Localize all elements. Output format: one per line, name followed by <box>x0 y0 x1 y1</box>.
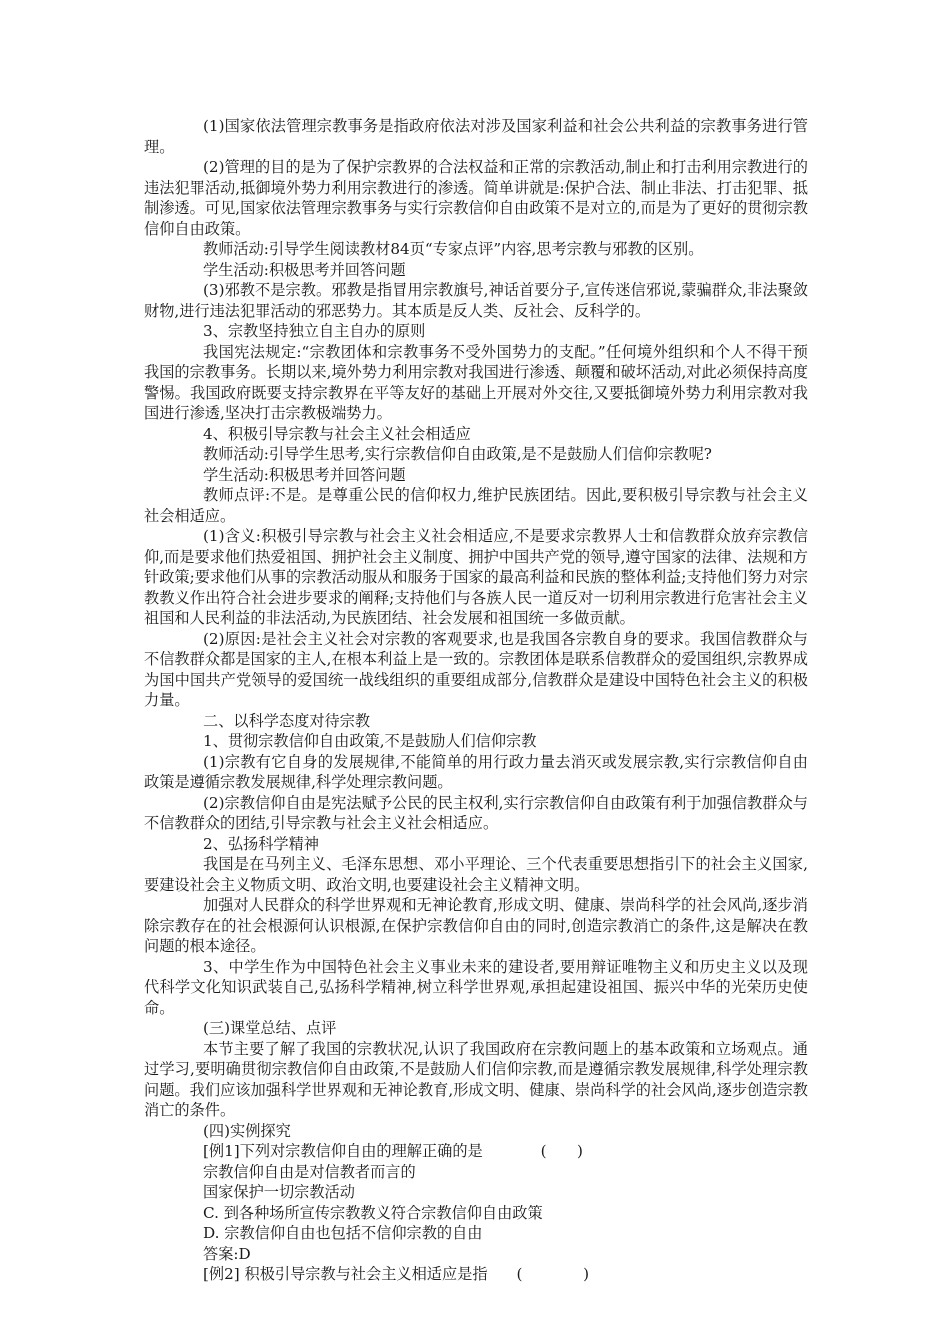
option-c: C. 到各种场所宣传宗教教义符合宗教信仰自由政策 <box>203 1203 543 1222</box>
option-b: 国家保护一切宗教活动 <box>203 1183 355 1201</box>
paragraph: 学生活动:积极思考并回答问题 <box>203 260 406 279</box>
answer-bracket: ( ) <box>540 1142 583 1160</box>
example-1-question <box>144 1141 808 1162</box>
answer-bracket: ( ) <box>516 1265 590 1283</box>
section-heading: 二、以科学态度对待宗教 <box>203 711 371 730</box>
section-heading: (四)实例探究 <box>203 1121 291 1140</box>
section-heading: (三)课堂总结、点评 <box>203 1019 337 1037</box>
paragraph: 本节主要了解了我国的宗教状况,认识了我国政府在宗教问题上的基本政策和立场观点。通过学习,要明确贯彻宗教信仰自由政策,不是鼓励人们信仰宗教,而是遵循宗教发展规律,科学处理宗教问题。我们应该加强科学世界观和无神论教育,形成文明、健康、崇尚科学的社会风尚,逐步创造宗教消亡的条件。 <box>144 1039 808 1119</box>
paragraph: (2)宗教信仰自由是宪法赋予公民的民主权利,实行宗教信仰自由政策有利于加强信教群众与不信教群众的团结,引导宗教与社会主义社会相适应。 <box>144 793 808 832</box>
document-body <box>144 116 808 1285</box>
answer-line: 答案:D <box>203 1244 251 1263</box>
paragraph: 我国是在马列主义、毛泽东思想、邓小平理论、三个代表重要思想指引下的社会主义国家,要建设社会主义物质文明、政治文明,也要建设社会主义精神文明。 <box>144 855 808 894</box>
paragraph: 加强对人民群众的科学世界观和无神论教育,形成文明、健康、崇尚科学的社会风尚,逐步消除宗教存在的社会根源何认识根源,在保护宗教信仰自由的同时,创造宗教消亡的条件,这是解决在教问题的根本途径。 <box>144 896 808 955</box>
option-a: 宗教信仰自由是对信教者而言的 <box>203 1162 416 1181</box>
paragraph: (1)含义:积极引导宗教与社会主义社会相适应,不是要求宗教界人士和信教群众放弃宗教信仰,而是要求他们热爱祖国、拥护社会主义制度、拥护中国共产党的领导,遵守国家的法律、法规和方针政策;要求他们从事的宗教活动服从和服务于国家的最高利益和民族的整体利益;支持他们努力对宗教教义作出符合社会进步要求的阐释;支持他们与各族人民一道反对一切利用宗教进行危害社会主义祖国和人民利益的非法活动,为民族团结、社会发展和祖国统一多做贡献。 <box>144 527 808 627</box>
paragraph: 学生活动:积极思考并回答问题 <box>203 465 406 484</box>
section-heading: 1、贯彻宗教信仰自由政策,不是鼓励人们信仰宗教 <box>203 732 537 750</box>
example-2-question <box>144 1264 808 1285</box>
option-d: D. 宗教信仰自由也包括不信仰宗教的自由 <box>203 1224 483 1242</box>
paragraph: 教师活动:引导学生思考,实行宗教信仰自由政策,是不是鼓励人们信仰宗教呢? <box>203 445 712 463</box>
paragraph: 3、中学生作为中国特色社会主义事业未来的建设者,要用辩证唯物主义和历史主义以及现代科学文化知识武装自己,弘扬科学精神,树立科学世界观,承担起建设祖国、振兴中华的光荣历史使命。 <box>144 957 808 1017</box>
paragraph: (1)宗教有它自身的发展规律,不能简单的用行政力量去消灭或发展宗教,实行宗教信仰自由政策是遵循宗教发展规律,科学处理宗教问题。 <box>144 752 808 791</box>
paragraph: (1)国家依法管理宗教事务是指政府依法对涉及国家利益和社会公共利益的宗教事务进行管理。 <box>144 117 808 156</box>
question-text: [例1]下列对宗教信仰自由的理解正确的是 <box>203 1142 483 1160</box>
question-text: [例2] 积极引导宗教与社会主义相适应是指 <box>203 1265 488 1283</box>
paragraph: (2)管理的目的是为了保护宗教界的合法权益和正常的宗教活动,制止和打击利用宗教进行的违法犯罪活动,抵御境外势力利用宗教进行的渗透。简单讲就是:保护合法、制止非法、打击犯罪、抵制渗透。可见,国家依法管理宗教事务与实行宗教信仰自由政策不是对立的,而是为了更好的贯彻宗教信仰自由政策。 <box>144 158 808 238</box>
section-heading: 2、弘扬科学精神 <box>203 834 319 853</box>
paragraph: 我国宪法规定:“宗教团体和宗教事务不受外国势力的支配。”任何境外组织和个人不得干预我国的宗教事务。长期以来,境外势力利用宗教对我国进行渗透、颠覆和破坏活动,对此必须保持高度警惕。我国政府既要支持宗教界在平等友好的基础上开展对外交往,又要抵御境外势力利用宗教对我国进行渗透,坚决打击宗教极端势力。 <box>144 342 808 422</box>
section-heading: 4、积极引导宗教与社会主义社会相适应 <box>203 424 471 443</box>
paragraph: 教师点评:不是。是尊重公民的信仰权力,维护民族团结。因此,要积极引导宗教与社会主义社会相适应。 <box>144 486 808 525</box>
paragraph: (3)邪教不是宗教。邪教是指冒用宗教旗号,神话首要分子,宣传迷信邪说,蒙骗群众,非法聚敛财物,进行违法犯罪活动的邪恶势力。其本质是反人类、反社会、反科学的。 <box>144 281 808 320</box>
paragraph: 教师活动:引导学生阅读教材84页“专家点评”内容,思考宗教与邪教的区别。 <box>203 240 704 258</box>
section-heading: 3、宗教坚持独立自主自办的原则 <box>203 322 426 340</box>
paragraph: (2)原因:是社会主义社会对宗教的客观要求,也是我国各宗教自身的要求。我国信教群众与不信教群众都是国家的主人,在根本利益上是一致的。宗教团体是联系信教群众的爱国组织,宗教界成为国中国共产党领导的爱国统一战线组织的重要组成部分,信教群众是建设中国特色社会主义的积极力量。 <box>144 629 808 709</box>
